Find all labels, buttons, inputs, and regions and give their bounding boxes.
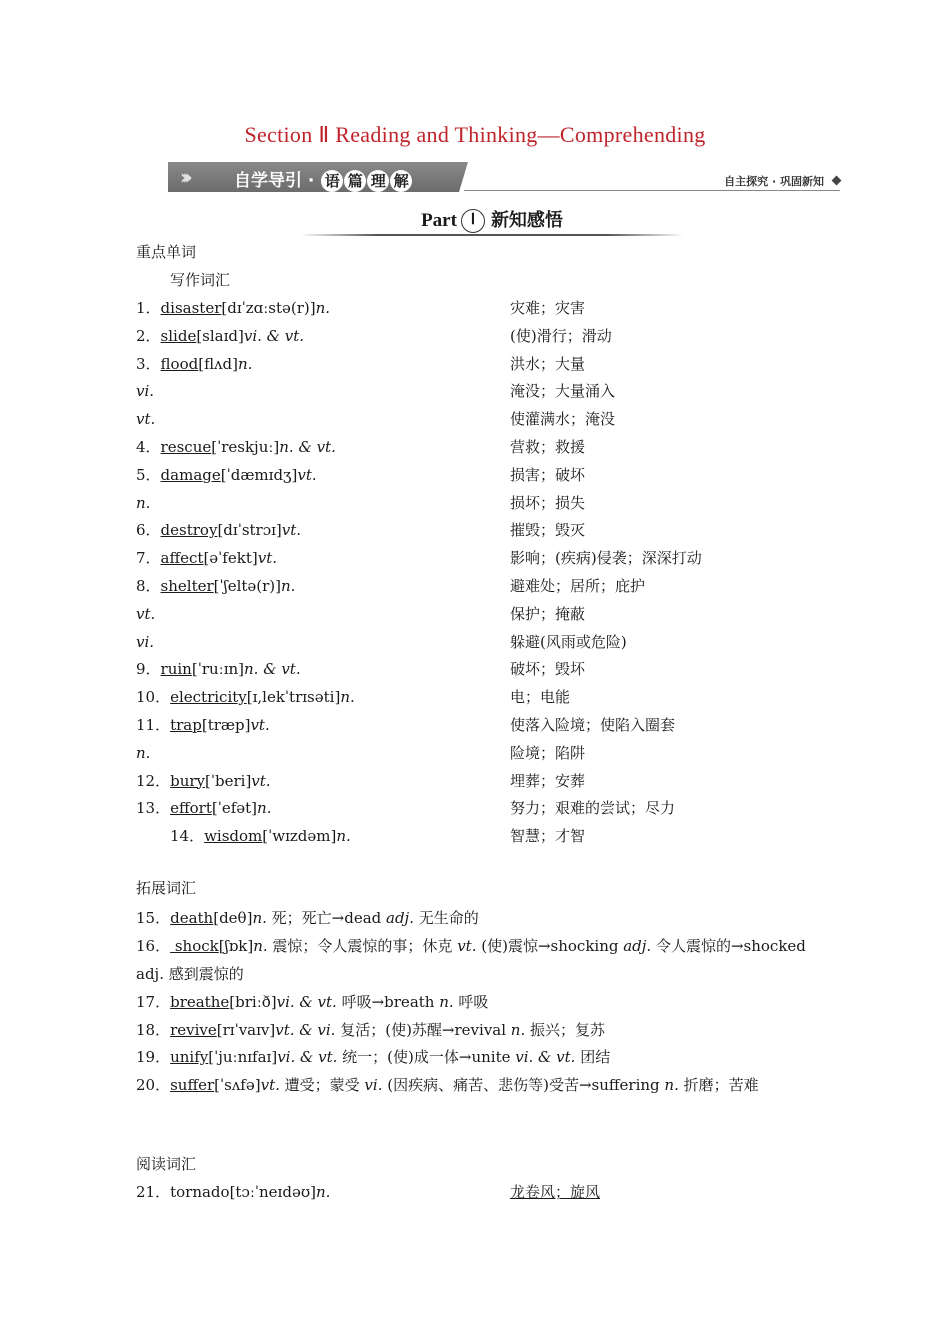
item-number: 10． (136, 688, 171, 707)
vocab-word: wisdom (204, 827, 263, 846)
vocab-entry (136, 657, 301, 681)
vocab-word: unify (170, 1048, 209, 1066)
part-of-speech: vt. (251, 771, 271, 790)
definition: 折磨；苦难 (678, 1076, 759, 1094)
vocab-entry (136, 463, 317, 487)
phonetic: [əˈfekt] (203, 549, 258, 568)
heading-reading: 阅读词汇 (136, 1155, 197, 1173)
item-number: 19． (136, 1048, 171, 1066)
vocab-word: effort (170, 799, 212, 818)
definition: (使)震惊→shocking (476, 937, 624, 955)
phonetic: [ˈruːɪn] (191, 660, 245, 679)
phonetic: [ˈefət] (211, 799, 258, 818)
chevron-right-icon: ››› (180, 165, 187, 189)
part-of-speech: vt. (136, 410, 156, 429)
vocab-meaning: 影响；(疾病)侵袭；深深打动 (510, 549, 702, 568)
part-of-speech: n. (136, 493, 151, 512)
vocab-meaning: 保护；掩蔽 (510, 604, 586, 623)
part-of-speech: vi. (364, 1076, 383, 1094)
definition: 呼吸 (453, 993, 489, 1011)
vocab-word: tornado (170, 1183, 230, 1201)
item-number: 3． (136, 354, 161, 373)
part-of-speech: n. (136, 743, 151, 762)
vocab-entry (136, 546, 277, 570)
vocab-meaning: 洪水；大量 (510, 354, 586, 373)
part-of-speech: vi. & vt. (243, 326, 305, 345)
phonetic: [ˈwɪzdəm] (262, 827, 337, 846)
vocab-meaning: 努力；艰难的尝试；尽力 (510, 799, 676, 818)
part-of-speech: n. & vt. (279, 438, 336, 456)
extension-entry (136, 1016, 826, 1044)
item-number: 6． (136, 521, 161, 540)
item-number: 9． (136, 660, 161, 679)
vocab-meaning: 避难处；居所；庇护 (510, 577, 646, 595)
part-of-speech: n. (510, 1021, 526, 1039)
vocab-word: suffer (170, 1076, 215, 1094)
vocab-entry (136, 796, 271, 820)
definition: 统一；(使)成一体→unite (337, 1048, 516, 1066)
vocab-meaning: (使)滑行；滑动 (510, 326, 612, 345)
part-of-speech: adj. (386, 909, 414, 927)
item-number: 14． (170, 827, 205, 846)
part-of-speech: vi. & vt. (276, 993, 337, 1011)
phonetic: [ˈjuːnɪfaɪ] (208, 1048, 278, 1066)
extension-entry (136, 1071, 826, 1099)
part-of-speech: n. (238, 354, 253, 373)
vocab-entry (136, 769, 271, 793)
phonetic: [slaɪd] (196, 326, 244, 345)
vocab-meaning: 淹没；大量涌入 (510, 382, 616, 401)
banner-left-label: 自学导引 (234, 171, 302, 191)
vocab-word: revive (170, 1021, 217, 1039)
part-of-speech: n. & vt. (244, 660, 301, 679)
phonetic: [tɔːˈneɪdəʊ] (229, 1183, 316, 1201)
vocab-meaning: 使落入险境；使陷入圈套 (510, 716, 676, 734)
phonetic: [ʃɒk] (218, 937, 254, 955)
definition: 无生命的 (413, 909, 479, 927)
item-number: 13． (136, 799, 171, 818)
phonetic: [dɪˈzɑːstə(r)] (221, 299, 316, 317)
part-of-speech: n. (315, 299, 331, 317)
banner-separator: · (307, 171, 315, 191)
part-title: 新知感悟 (490, 210, 563, 231)
item-number: 8． (136, 577, 161, 595)
phonetic: [ˈdæmɪdʒ] (220, 465, 298, 484)
item-number: 17． (136, 993, 171, 1011)
vocab-entry (136, 602, 155, 626)
item-number: 1． (136, 299, 161, 317)
banner-title (234, 166, 412, 192)
phonetic: [briːð] (229, 993, 277, 1011)
part-of-speech: vt. (260, 1076, 280, 1094)
vocab-entry (136, 1180, 330, 1204)
vocab-entry (136, 574, 295, 598)
heading-key-words: 重点单词 (136, 243, 197, 261)
vocab-word: rescue (160, 438, 212, 456)
vocab-entry (136, 491, 150, 515)
part-number-badge: Ⅰ (461, 209, 485, 233)
vocab-entry (136, 741, 150, 765)
phonetic: [ˈsʌfə] (214, 1076, 261, 1094)
part-of-speech: n. (252, 909, 267, 927)
phonetic: [dɪˈstrɔɪ] (217, 521, 282, 540)
extension-entry (136, 932, 826, 988)
vocab-entry (136, 324, 304, 348)
vocab-meaning: 损害；破坏 (510, 465, 586, 484)
part-of-speech: vt. (281, 521, 302, 540)
vocab-entry (136, 352, 252, 376)
definition: 震惊；令人震惊的事；休克 (267, 937, 458, 955)
vocab-word: slide (160, 326, 197, 345)
item-number: 18． (136, 1021, 171, 1039)
banner-chip: 语 (321, 170, 343, 192)
part-of-speech: n. (316, 1183, 331, 1201)
banner-chip: 解 (390, 170, 412, 192)
banner-chip: 理 (367, 170, 389, 192)
vocab-meaning: 破坏；毁坏 (510, 660, 586, 679)
vocab-meaning: 营救；救援 (510, 438, 586, 456)
definition: 呼吸→breath (336, 993, 440, 1011)
vocab-word: affect (160, 549, 204, 568)
vocab-meaning: 龙卷风；旋风 (510, 1183, 601, 1201)
extension-entry (136, 904, 826, 932)
item-number: 15． (136, 909, 171, 927)
part-heading (300, 206, 684, 236)
part-of-speech: n. (664, 1076, 679, 1094)
phonetic: [rɪˈvaɪv] (216, 1021, 276, 1039)
part-of-speech: n. (281, 577, 296, 595)
phonetic: [ˈreskjuː] (211, 438, 280, 456)
part-of-speech: vi. (136, 382, 155, 401)
part-label: Part (421, 210, 457, 231)
item-number: 21． (136, 1183, 171, 1201)
part-of-speech: vt. (457, 937, 477, 955)
vocab-word: electricity (170, 688, 247, 707)
vocab-entry (136, 296, 330, 320)
vocab-entry (136, 379, 154, 403)
vocab-entry (136, 518, 301, 542)
definition: 死；死亡→dead (266, 909, 387, 927)
item-number: 11． (136, 716, 171, 734)
vocab-word: flood (160, 354, 199, 373)
part-of-speech: n. (253, 937, 268, 955)
phonetic: [ˈʃeltə(r)] (213, 577, 282, 595)
item-number: 2． (136, 326, 161, 345)
item-number: 5． (136, 465, 161, 484)
vocab-word: bury (170, 771, 206, 790)
vocab-word: breathe (170, 993, 230, 1011)
definition: 令人震惊的→shocked adj. 感到震惊的 (136, 937, 806, 983)
vocab-entry (136, 713, 270, 737)
item-number: 16． (136, 937, 171, 955)
diamond-icon (832, 176, 842, 186)
vocab-meaning: 损坏；损失 (510, 493, 586, 512)
vocab-meaning: 灾难；灾害 (510, 299, 586, 317)
phonetic: [træp] (201, 716, 251, 734)
item-number: 7． (136, 549, 161, 568)
definition: 团结 (575, 1048, 611, 1066)
vocab-word: shock (170, 937, 219, 955)
banner-subtitle: 自主探究 · 巩固新知 (724, 175, 824, 188)
vocab-word: damage (160, 465, 221, 484)
heading-extension: 拓展词汇 (136, 879, 197, 897)
vocab-entry (136, 630, 154, 654)
phonetic: [flʌd] (198, 354, 239, 373)
definition: (因疾病、痛苦、悲伤等)受苦→suffering (382, 1076, 665, 1094)
part-of-speech: vt. (297, 465, 317, 484)
vocab-word: trap (170, 716, 202, 734)
phonetic: [ˈberi] (205, 771, 252, 790)
vocab-meaning: 摧毁；毁灭 (510, 521, 586, 540)
vocab-word: destroy (160, 521, 218, 540)
phonetic: [deθ] (213, 909, 253, 927)
part-underline (300, 234, 684, 236)
vocab-word: death (170, 909, 214, 927)
part-of-speech: vi. (136, 632, 155, 651)
vocab-word: shelter (160, 577, 214, 595)
vocab-meaning: 电；电能 (510, 688, 571, 707)
vocab-meaning: 躲避(风雨或危险) (510, 632, 627, 651)
part-of-speech: vt. & vi. (275, 1021, 336, 1039)
definition: 振兴；复苏 (525, 1021, 606, 1039)
vocab-meaning: 使灌满水；淹没 (510, 410, 616, 429)
vocab-word: ruin (160, 660, 192, 679)
banner-divider (464, 190, 840, 191)
part-of-speech: vt. (257, 549, 277, 568)
phonetic: [ɪ,lekˈtrɪsəti] (246, 688, 341, 707)
part-of-speech: vi. & vt. (515, 1048, 576, 1066)
part-of-speech: vt. (136, 604, 156, 623)
banner-chip: 篇 (344, 170, 366, 192)
vocab-word: disaster (160, 299, 222, 317)
definition: 复活；(使)苏醒→revival (335, 1021, 511, 1039)
part-of-speech: n. (336, 827, 351, 846)
vocab-meaning: 智慧；才智 (510, 827, 586, 846)
item-number: 12． (136, 771, 171, 790)
vocab-entry (136, 407, 155, 431)
item-number: 4． (136, 438, 161, 456)
vocab-entry (136, 435, 336, 459)
vocab-meaning: 险境；陷阱 (510, 743, 586, 762)
part-of-speech: adj. (623, 937, 652, 955)
part-of-speech: n. (257, 799, 272, 818)
part-of-speech: vt. (250, 716, 270, 734)
vocab-meaning: 埋葬；安葬 (510, 771, 586, 790)
part-of-speech: vi. & vt. (277, 1048, 338, 1066)
section-banner (168, 162, 840, 192)
item-number: 20． (136, 1076, 171, 1094)
part-of-speech: n. (439, 993, 454, 1011)
heading-writing: 写作词汇 (170, 271, 231, 289)
extension-entry (136, 1043, 826, 1071)
extension-entry (136, 988, 826, 1016)
part-of-speech: n. (340, 688, 355, 707)
vocab-entry (170, 824, 351, 848)
definition: 遭受；蒙受 (279, 1076, 365, 1094)
vocab-entry (136, 685, 355, 709)
page-title: Section Ⅱ Reading and Thinking—Comprehending (244, 122, 706, 147)
